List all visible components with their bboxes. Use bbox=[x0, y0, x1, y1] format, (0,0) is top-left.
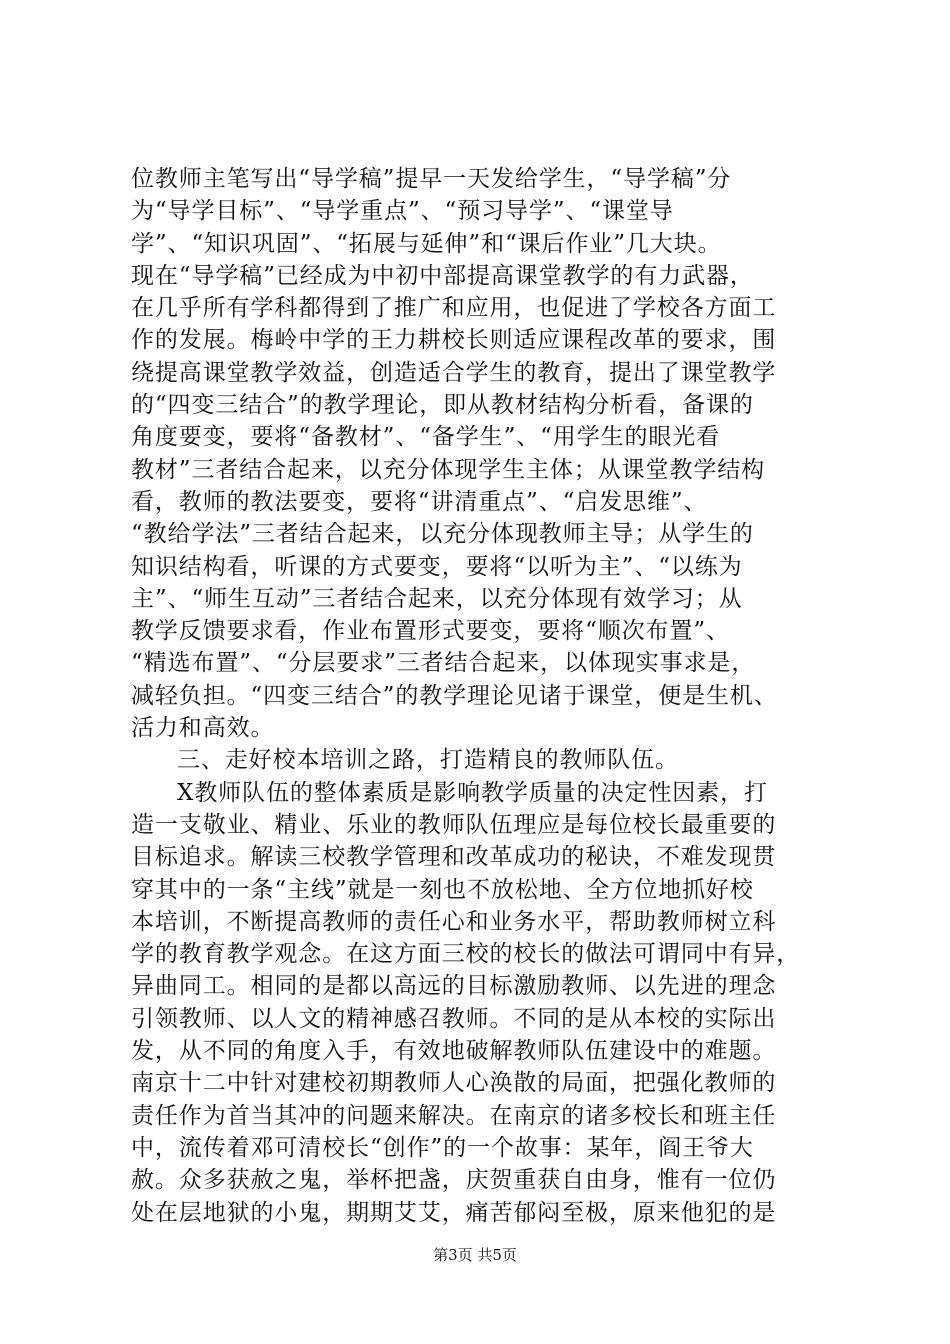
text-line: 南京十二中针对建校初期教师人心涣散的局面，把强化教师的 bbox=[131, 1070, 777, 1097]
text-line: 减轻负担。“四变三结合”的教学理论见诸于课堂，便是生机、 bbox=[131, 682, 778, 709]
text-line: 处在层地狱的小鬼，期期艾艾，痛苦郁闷至极，原来他犯的是 bbox=[131, 1199, 777, 1226]
text-line: 知识结构看，听课的方式要变，要将“以听为主”、“以练为 bbox=[131, 553, 743, 580]
text-line: 作的发展。梅岭中学的王力耕校长则适应课程改革的要求，围 bbox=[131, 327, 777, 354]
page-footer: 第3页 共5页 bbox=[433, 1246, 517, 1264]
text-line: 异曲同工。相同的是都以高远的目标激励教师、以先进的理念 bbox=[131, 973, 777, 1000]
text-line: 绕提高课堂教学效益，创造适合学生的教育，提出了课堂教学 bbox=[131, 359, 777, 386]
text-line: 引领教师、以人文的精神感召教师。不同的是从本校的实际出 bbox=[131, 1005, 777, 1032]
text-line: 看，教师的教法要变，要将“讲清重点”、“启发思维”、 bbox=[131, 488, 708, 515]
text-line: 教材”三者结合起来，以充分体现学生主体；从课堂教学结构 bbox=[131, 456, 766, 483]
text-line: 发，从不同的角度入手，有效地破解教师队伍建设中的难题。 bbox=[131, 1038, 777, 1065]
text-line: 责任作为首当其冲的问题来解决。在南京的诸多校长和班主任 bbox=[131, 1102, 777, 1129]
text-line: 学的教育教学观念。在这方面三校的校长的做法可谓同中有异， bbox=[131, 941, 801, 968]
text-line: 角度要变，要将“备教材”、“备学生”、“用学生的眼光看 bbox=[131, 424, 721, 451]
text-line: “教给学法”三者结合起来，以充分体现教师主导；从学生的 bbox=[131, 521, 754, 548]
text-line: 位教师主笔写出“导学稿”提早一天发给学生，“导学稿”分 bbox=[131, 166, 732, 192]
body-text bbox=[131, 163, 831, 1229]
text-line: 主”、“师生互动”三者结合起来，以充分体现有效学习；从 bbox=[131, 585, 743, 612]
text-line: X教师队伍的整体素质是影响教学质量的决定性因素，打 bbox=[177, 779, 768, 806]
text-line: 中，流传着邓可清校长“创作”的一个故事：某年，阎王爷大 bbox=[131, 1134, 754, 1161]
text-line: “精选布置”、“分层要求”三者结合起来，以体现实事求是， bbox=[131, 650, 756, 677]
text-line: 造一支敬业、精业、乐业的教师队伍理应是每位校长最重要的 bbox=[131, 811, 777, 838]
text-line: 活力和高效。 bbox=[131, 715, 275, 742]
text-line: 穿其中的一条“主线”就是一刻也不放松地、全方位地抓好校 bbox=[131, 876, 754, 903]
text-line: 教学反馈要求看，作业布置形式要变，要将“顺次布置”、 bbox=[131, 618, 730, 645]
text-line: 本培训，不断提高教师的责任心和业务水平，帮助教师树立科 bbox=[131, 908, 777, 935]
text-line: 目标追求。解读三校教学管理和改革成功的秘诀，不难发现贯 bbox=[131, 844, 777, 871]
text-line: 在几乎所有学科都得到了推广和应用，也促进了学校各方面工 bbox=[131, 295, 777, 322]
text-line: 为“导学目标”、“导学重点”、“预习导学”、“课堂导 bbox=[131, 198, 674, 225]
text-line: 现在“导学稿”已经成为中初中部提高课堂教学的有力武器， bbox=[131, 262, 754, 289]
text-line: 赦。众多获赦之鬼，举杯把盏，庆贺重获自由身，惟有一位仍 bbox=[131, 1167, 777, 1194]
text-line: 三、走好校本培训之路，打造精良的教师队伍。 bbox=[177, 747, 679, 774]
text-line: 学”、“知识巩固”、“拓展与延伸”和“课后作业”几大块。 bbox=[131, 230, 722, 257]
text-line: 的“四变三结合”的教学理论，即从教材结构分析看，备课的 bbox=[131, 392, 754, 419]
